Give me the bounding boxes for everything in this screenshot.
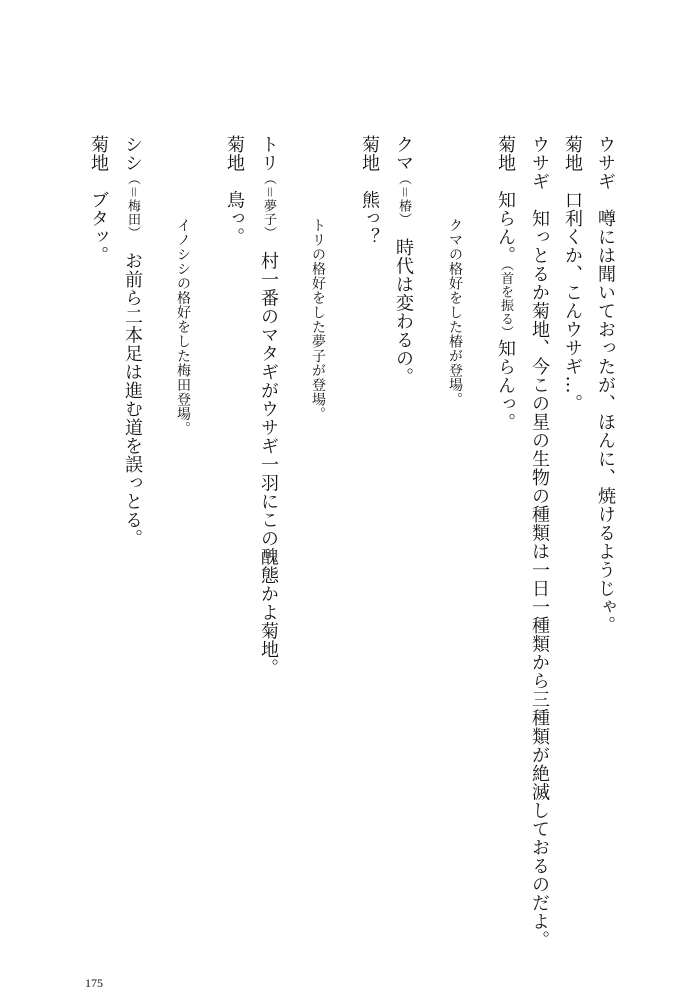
dialogue-text: 時代は変わるの。 [393, 238, 414, 387]
dialogue-line-8 [223, 135, 245, 246]
dialogue-line-6 [358, 135, 380, 246]
speaker-name: トリ [258, 135, 279, 172]
stage-text: クマの格好をした椿が登場。 [447, 218, 463, 407]
stage-text: イノシシの格好をした梅田登場。 [175, 218, 191, 436]
dialogue-text: 知らんっ。 [495, 339, 516, 432]
dialogue-text: 鳥っ。 [224, 190, 245, 246]
speaker-name: 菊地 [224, 135, 245, 172]
dialogue-text: 知っとるか菊地、今この星の生物の種類は一日一種類から三種類が絶滅しておるのだよ。 [529, 209, 550, 949]
role-note: （＝梅田） [125, 172, 140, 234]
dialogue-text: 口利くか、こんウサギ…。 [562, 190, 583, 413]
role-note: （＝夢子） [261, 172, 276, 234]
dialogue-line-10 [87, 135, 109, 265]
dialogue-text: 村一番のマタギがウサギ一羽にこの醜態かよ菊地。 [258, 251, 279, 678]
stage-text: トリの格好をした夢子が登場。 [310, 218, 326, 421]
dialogue-line-2 [561, 135, 583, 413]
dialogue-line-7 [257, 135, 279, 677]
speaker-name: 菊地 [495, 135, 516, 172]
dialogue-line-3 [528, 135, 550, 949]
role-note: （＝椿） [396, 172, 411, 220]
speaker-name: 菊地 [88, 135, 109, 172]
stage-direction-1 [446, 218, 464, 407]
dialogue-text: 知らん。 [495, 190, 516, 265]
dialogue-text: 噂には聞いておったが、ほんに、焼けるようじゃ。 [595, 209, 616, 635]
speaker-name: ウサギ [595, 135, 616, 191]
dialogue-line-9 [121, 135, 143, 548]
dialogue-line-5 [392, 135, 414, 386]
speaker-name: シシ [122, 135, 143, 172]
speaker-name: 菊地 [562, 135, 583, 172]
speaker-name: クマ [393, 135, 414, 172]
stage-note: （首を振る） [498, 264, 513, 339]
dialogue-text: 熊っ？ [359, 190, 380, 246]
dialogue-line-4 [494, 135, 516, 432]
stage-direction-2 [309, 218, 327, 421]
dialogue-line-1 [594, 135, 616, 635]
dialogue-text: ブタッ。 [88, 190, 109, 265]
stage-direction-3 [174, 218, 192, 436]
speaker-name: 菊地 [359, 135, 380, 172]
speaker-name: ウサギ [529, 135, 550, 191]
dialogue-text: お前ら二本足は進む道を誤っとる。 [122, 251, 143, 548]
page-number: 175 [85, 976, 103, 990]
